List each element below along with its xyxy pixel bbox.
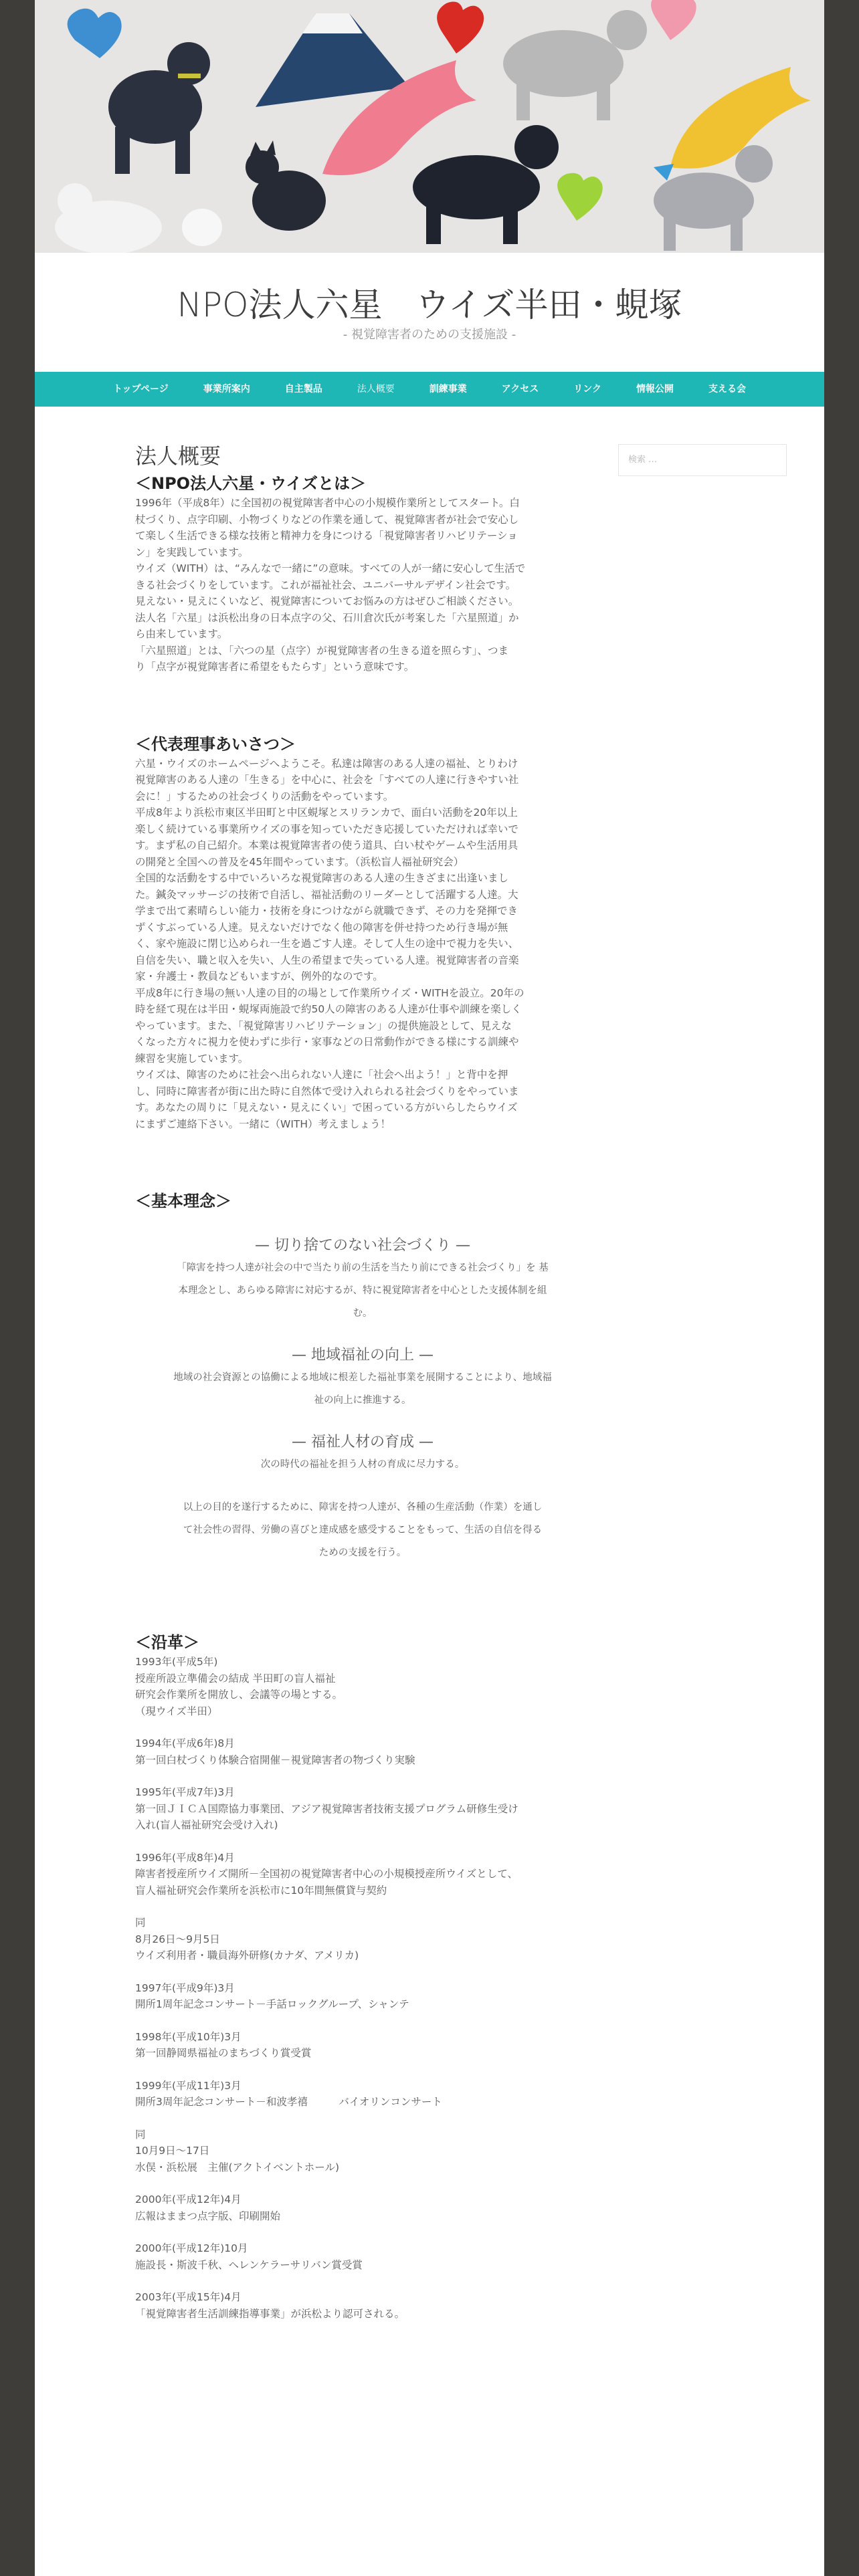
history-text: 第一回静岡県福祉のまちづくり賞受賞 (135, 2047, 312, 2059)
about-line: ら由来しています。 (135, 628, 228, 640)
history-date: 1996年(平成8年)4月 (135, 1851, 235, 1864)
philosophy-item-title: — 切り捨てのない社会づくり — (255, 1237, 470, 1254)
site-description: - 視覚障害者のための支援施設 - (343, 328, 516, 342)
philosophy-closing (135, 1496, 590, 1564)
history-list (135, 1654, 590, 2322)
history-text: 第一回ＪＩＣＡ国際協力事業団、アジア視覚障害者技術支援プログラム研修生受け (135, 1802, 518, 1815)
about-heading: ＜NPO法人六星・ウイズとは＞ (135, 474, 367, 493)
greeting-line: た。鍼灸マッサージの技術で自活し、福祉活動のリーダーとして活躍する人達。大 (135, 888, 518, 901)
history-text: 第一回白杖づくり体験合宿開催－視覚障害者の物づくり実験 (135, 1753, 415, 1766)
nav-item-supporters[interactable]: 支える会 (708, 384, 747, 395)
history-gap (135, 1719, 590, 1735)
history-text: 開所1周年記念コンサート－手話ロックグループ、シャンテ (135, 1998, 409, 2010)
nav-item-top[interactable]: トップページ (112, 384, 169, 395)
greeting-line: くなった方々に視力を使わずに歩行・家事などの日常動作ができる様にする訓練や (135, 1036, 519, 1048)
about-line: ウイズ（WITH）は、“みんなで一緒に”の意味。すべての人が一緒に安心して生活で (135, 562, 526, 574)
greeting-line: 平成8年より浜松市東区半田町と中区蜆塚とスリランカで、面白い活動を20年以上 (135, 807, 518, 819)
history-heading: ＜沿革＞ (135, 1633, 199, 1652)
history-text: ウイズ利用者・職員海外研修(カナダ、アメリカ) (135, 1949, 359, 1961)
about-line: 杖づくり、点字印刷、小物づくりなどの作業を通して、視覚障害者が社会で安心し (135, 513, 519, 526)
history-date: 2003年(平成15年)4月 (135, 2291, 242, 2303)
history-date: 2000年(平成12年)10月 (135, 2242, 248, 2254)
header-banner-image (35, 0, 824, 253)
history-date: 1997年(平成9年)3月 (135, 1981, 235, 1994)
about-line: 1996年（平成8年）に全国初の視覚障害者中心の小規模作業所としてスタート。白 (135, 497, 520, 509)
history-date: 1995年(平成7年)3月 (135, 1786, 235, 1798)
greeting-line: す。まず私の自己紹介。本業は視覚障害者の使う道具、白い杖やゲームや生活用具 (135, 839, 518, 851)
philosophy-item-line: 本理念とし、あらゆる障害に対応するが、特に視覚障害者を中心とした支援体制を組 (178, 1285, 547, 1296)
greeting-line: 平成8年に行き場の無い人達の目的の場として作業所ウイズ・WITHを設立。20年の (135, 986, 524, 999)
about-line: 「六星照道」とは、「六つの星（点字）が視覚障害者の生きる道を照らす」、つま (135, 644, 509, 657)
about-line: 見えない・見えにくいなど、視覚障害についてお悩みの方はぜひご相談ください。 (135, 595, 519, 607)
history-text: 研究会作業所を開放し、会議等の場とする。 (135, 1689, 343, 1701)
greeting-line: やっています。また、「視覚障害リハビリテーション」の提供施設として、見えな (135, 1019, 512, 1032)
nav-item-links[interactable]: リンク (573, 384, 602, 395)
about-text (135, 495, 590, 675)
philosophy-heading: ＜基本理念＞ (135, 1192, 231, 1210)
greeting-line: ずくすぶっている人達。見えないだけでなく他の障害を併せ持つため行き場が無 (135, 921, 508, 934)
philosophy-item-line: 次の時代の福祉を担う人材の育成に尽力する。 (260, 1459, 465, 1470)
history-gap (135, 1834, 590, 1850)
history-text: 施設長・斯波千秋、ヘレンケラーサリバン賞受賞 (135, 2258, 363, 2271)
about-line: り「点字が視覚障害者に希望をもたらす」という意味です。 (135, 661, 415, 673)
nav-item-training[interactable]: 訓練事業 (429, 384, 467, 395)
site-title[interactable]: NPO法人六星 ウイズ半田・蜆塚 (177, 286, 682, 324)
about-line: ン」を実践しています。 (135, 546, 249, 558)
philosophy-closing-line: 以上の目的を遂行するために、障害を持つ人達が、各種の生産活動（作業）を通し (183, 1502, 543, 1513)
history-date: 1998年(平成10年)3月 (135, 2030, 242, 2043)
greeting-line: し、同時に障害者が街に出た時に自然体で受け入れられる社会づくりをやっていま (135, 1085, 519, 1097)
greeting-line: ウイズは、障害のために社会へ出られない人達に「社会へ出よう！」と背中を押 (135, 1069, 508, 1081)
history-gap (135, 1899, 590, 1915)
greeting-line: の開発と全国への普及を45年間やっています。（浜松盲人福祉研究会） (135, 855, 464, 868)
history-gap (135, 1964, 590, 1980)
history-text: 水俣・浜松展 主催(アクトイベントホール) (135, 2161, 340, 2173)
page (35, 0, 824, 2576)
philosophy-item-line: 祉の向上に推進する。 (314, 1395, 411, 1406)
history-text: （現ウイズ半田） (135, 1705, 218, 1717)
nav-item-access[interactable]: アクセス (501, 384, 539, 395)
nav-item-corporate-overview[interactable]: 法人概要 (357, 384, 395, 395)
greeting-line: 全国的な活動をする中でいろいろな視覚障害のある人達の生きざまに出逢いまし (135, 872, 509, 884)
nav-item-disclosure[interactable]: 情報公開 (636, 384, 674, 395)
history-gap (135, 2224, 590, 2240)
greeting-line: 練習を実施しています。 (135, 1052, 249, 1065)
philosophy-item-line: 「障害を持つ人達が社会の中で当たり前の生活を当たり前にできる社会づくり」を 基 (177, 1263, 549, 1273)
history-date: 同 (135, 2128, 146, 2141)
history-gap (135, 2062, 590, 2078)
history-text: 障害者授産所ウイズ開所－全国初の視覚障害者中心の小規模授産所ウイズとして、 (135, 1868, 518, 1880)
philosophy-item-line: む。 (353, 1308, 373, 1319)
greeting-line: 視覚障害のある人達の「生きる」を中心に、社会を「すべての人達に行きやすい社 (135, 774, 519, 786)
philosophy-item-line: 地域の社会資源との協働による地域に根差した福祉事業を展開することにより、地域福 (173, 1372, 552, 1383)
greeting-line: 六星・ウイズのホームページへようこそ。私達は障害のある人達の福祉、とりわけ (135, 757, 518, 770)
greeting-line: く、家や施設に閉じ込められ一生を過ごす人達。そして人生の途中で視力を失い、 (135, 938, 519, 950)
greeting-line: 楽しく続けている事業所ウイズの事を知っていただき応援していただければ幸いで (135, 823, 518, 835)
search-input[interactable]: 検索 … (618, 444, 787, 476)
history-date: 1993年(平成5年) (135, 1656, 218, 1668)
craft-figures-illustration (35, 0, 824, 253)
history-gap (135, 2175, 590, 2191)
history-text: 授産所設立準備会の結成 半田町の盲人福祉 (135, 1672, 336, 1685)
greeting-line: 会に！」するための社会づくりの活動をやっています。 (135, 790, 394, 802)
about-line: 法人名「六星」は浜松出身の日本点字の父、石川倉次氏が考案した「六星照道」か (135, 611, 519, 624)
greeting-heading: ＜代表理事あいさつ＞ (135, 734, 296, 754)
greeting-line: 家・弁護士・教員などもいますが、例外的なのです。 (135, 970, 383, 982)
nav-item-facilities[interactable]: 事業所案内 (203, 384, 250, 395)
history-gap (135, 2273, 590, 2289)
nav-item-products[interactable]: 自主製品 (284, 384, 322, 395)
philosophy-items (135, 1235, 590, 1476)
greeting-line: にまずご連絡下さい。一緒に（WITH）考えましょう！ (135, 1117, 391, 1130)
history-date: 同 (135, 1917, 146, 1929)
history-date: 2000年(平成12年)4月 (135, 2193, 242, 2206)
history-text: 8月26日〜9月5日 (135, 1933, 220, 1945)
philosophy-closing-line: て社会性の習得、労働の喜びと達成感を感受することをもって、生活の自信を得る (183, 1525, 543, 1535)
history-date: 1994年(平成6年)8月 (135, 1737, 235, 1749)
greeting-line: 学まで出て素晴らしい能力・技術を身につけながら就職できず、その力を発揮でき (135, 905, 518, 917)
history-text: 10月9日〜17日 (135, 2145, 210, 2157)
philosophy-item-title: — 福祉人材の育成 — (292, 1434, 434, 1451)
greeting-line: す。あなたの周りに「見えない・見えにくい」で困っている方がいらしたらウイズ (135, 1101, 518, 1113)
history-gap (135, 1768, 590, 1784)
about-line: て楽しく生活できる様な技術と精神力を身につける「視覚障害者リハビリテーショ (135, 530, 518, 542)
history-text: 開所3周年記念コンサート－和波孝禧 バイオリンコンサート (135, 2096, 442, 2108)
page-title: 法人概要 (135, 443, 221, 469)
about-line: きる社会づくりをしています。これが福祉社会、ユニバーサルデザイン社会です。 (135, 578, 516, 591)
main-content (135, 441, 590, 2322)
history-date: 1999年(平成11年)3月 (135, 2079, 242, 2092)
main-navigation (35, 372, 824, 407)
history-text: 「視覚障害者生活訓練指導事業」が浜松より認可される。 (135, 2307, 405, 2320)
history-text: 広報はままつ点字版、印刷開始 (135, 2210, 281, 2222)
philosophy-closing-line: ための支援を行う。 (318, 1547, 407, 1558)
history-text: 盲人福祉研究会作業所を浜松市に10年間無償貸与契約 (135, 1884, 387, 1897)
greeting-text (135, 756, 590, 1133)
history-text: 入れ(盲人福祉研究会受け入れ) (135, 1819, 278, 1831)
philosophy-item-title: — 地域福祉の向上 — (292, 1347, 434, 1364)
greeting-line: 自信を失い、職と収入を失い、人生の希望まで失っている人達。視覚障害者の音楽 (135, 954, 519, 966)
greeting-line: 時を経て現在は半田・蜆塚両施設で約50人の障害のある人達が仕事や訓練を楽しく (135, 1003, 522, 1015)
history-gap (135, 2013, 590, 2029)
history-gap (135, 2111, 590, 2127)
